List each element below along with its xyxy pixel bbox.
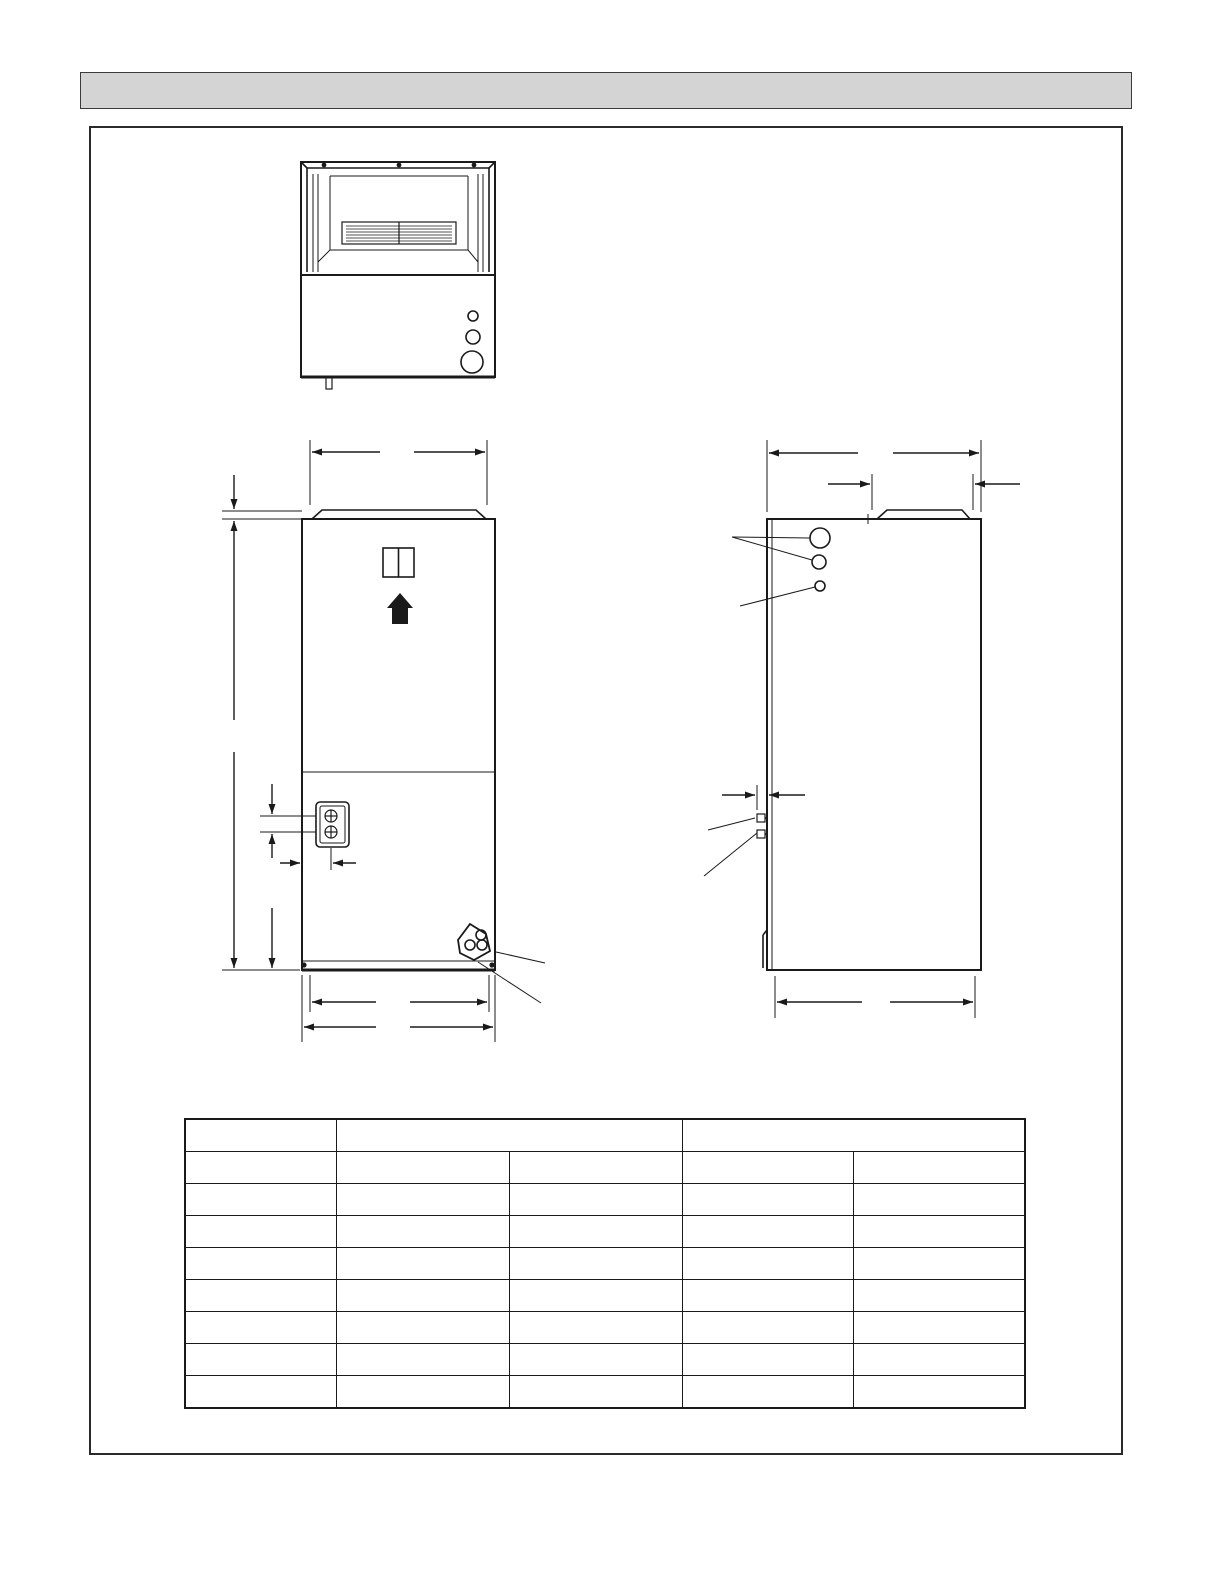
table-row xyxy=(185,1152,1025,1184)
table-cell xyxy=(336,1152,509,1184)
table-row xyxy=(185,1344,1025,1376)
table-cell xyxy=(185,1184,336,1216)
table-cell xyxy=(185,1152,336,1184)
table-cell xyxy=(682,1152,853,1184)
front-view xyxy=(302,510,495,970)
table-cell xyxy=(853,1312,1025,1344)
table-cell xyxy=(509,1344,682,1376)
table-row xyxy=(185,1216,1025,1248)
table-cell xyxy=(853,1184,1025,1216)
table-cell xyxy=(185,1376,336,1409)
table-cell xyxy=(336,1376,509,1409)
table-header-cell xyxy=(682,1119,1025,1152)
table-cell xyxy=(185,1312,336,1344)
table-row xyxy=(185,1280,1025,1312)
table-cell xyxy=(509,1312,682,1344)
table-cell xyxy=(682,1312,853,1344)
table-cell xyxy=(509,1280,682,1312)
table-cell xyxy=(336,1280,509,1312)
table-cell xyxy=(509,1216,682,1248)
table-cell xyxy=(682,1216,853,1248)
table-cell xyxy=(509,1248,682,1280)
airflow-arrow-icon xyxy=(387,593,413,624)
table-header-cell xyxy=(336,1119,682,1152)
table-cell xyxy=(336,1216,509,1248)
table-cell xyxy=(853,1216,1025,1248)
table-cell xyxy=(185,1216,336,1248)
table-cell xyxy=(682,1280,853,1312)
table-cell xyxy=(682,1184,853,1216)
dimension-table xyxy=(184,1118,1026,1409)
table-cell xyxy=(336,1312,509,1344)
table-header-cell xyxy=(185,1119,336,1152)
table-cell xyxy=(336,1248,509,1280)
table-cell xyxy=(509,1152,682,1184)
table-cell xyxy=(509,1376,682,1409)
table-cell xyxy=(336,1344,509,1376)
top-view xyxy=(301,162,495,389)
table-cell xyxy=(682,1376,853,1409)
table-row xyxy=(185,1184,1025,1216)
table-cell xyxy=(185,1280,336,1312)
table-cell xyxy=(853,1248,1025,1280)
table-cell xyxy=(185,1344,336,1376)
table-row xyxy=(185,1376,1025,1409)
table-cell xyxy=(185,1248,336,1280)
table-row xyxy=(185,1312,1025,1344)
table-header-row xyxy=(185,1119,1025,1152)
table-cell xyxy=(853,1344,1025,1376)
dimension-lines xyxy=(222,440,1020,1042)
table-cell xyxy=(853,1376,1025,1409)
table-cell xyxy=(336,1184,509,1216)
side-view xyxy=(757,510,981,970)
table-cell xyxy=(853,1280,1025,1312)
table-cell xyxy=(682,1248,853,1280)
table-cell xyxy=(509,1184,682,1216)
table-cell xyxy=(853,1152,1025,1184)
table-cell xyxy=(682,1344,853,1376)
table-row xyxy=(185,1248,1025,1280)
